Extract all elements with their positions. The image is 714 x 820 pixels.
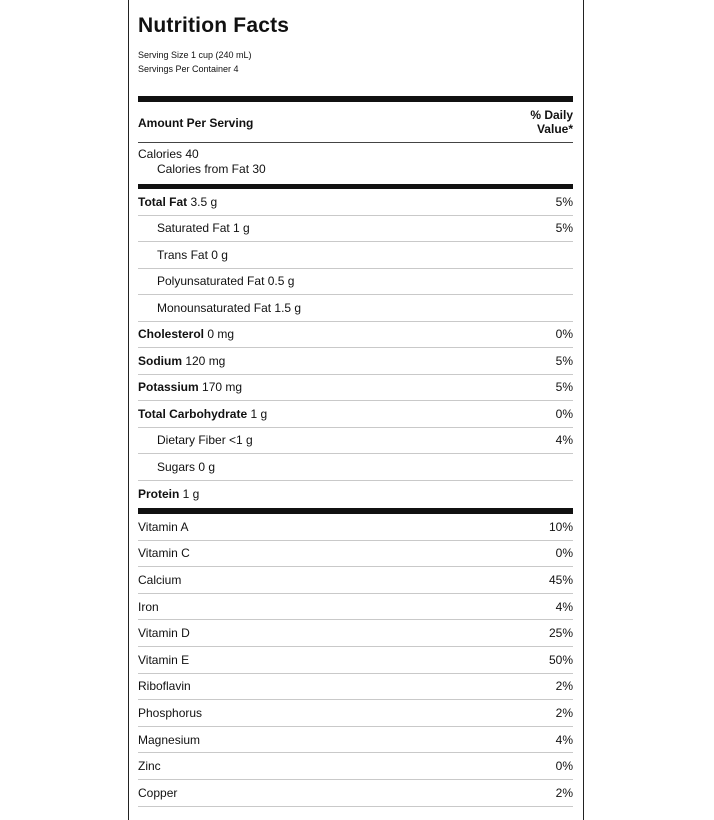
nutrient-percent: 4% [555,433,573,448]
vitamin-name: Phosphorus [138,705,203,720]
daily-value-header [530,108,573,136]
nutrient-amount: 170 mg [198,380,243,395]
vitamin-row [138,753,573,780]
nutrient-name: Trans Fat 0 g [157,247,228,262]
vitamin-percent: 4% [555,599,573,614]
nutrient-percent: 0% [555,327,573,342]
nutrient-name: Saturated Fat 1 g [157,221,250,236]
nutrient-row [138,454,573,481]
nutrient-percent: 0% [555,406,573,421]
nutrient-percent: 5% [555,194,573,209]
nutrient-name: Sugars 0 g [157,459,216,474]
nutrient-row [138,322,573,349]
nutrient-row [138,481,573,508]
nutrient-row [138,189,573,216]
vitamin-name: Zinc [138,759,161,774]
nutrient-amount: 3.5 g [187,194,218,209]
nutrient-percent: 5% [555,353,573,368]
nutrient-row [138,428,573,455]
vitamin-percent: 0% [555,546,573,561]
vitamin-name: Vitamin C [138,546,190,561]
calories: Calories 40 [138,147,199,161]
vitamin-name: Copper [138,785,178,800]
vitamin-row [138,674,573,701]
nutrient-name: Monounsaturated Fat 1.5 g [157,300,302,315]
vitamin-row [138,514,573,541]
nutrient-row [138,401,573,428]
label-title: Nutrition Facts [138,14,290,37]
vitamin-row [138,541,573,568]
vitamin-row [138,700,573,727]
vitamin-row [138,647,573,674]
nutrient-row [138,216,573,243]
vitamin-percent: 4% [555,732,573,747]
vitamin-percent: 10% [548,519,573,534]
vitamin-percent: 45% [548,572,573,587]
nutrient-percent: 5% [555,380,573,395]
nutrient-percent: 5% [555,221,573,236]
vitamin-row [138,727,573,754]
vitamin-row [138,620,573,647]
nutrient-name: Protein [138,486,180,501]
nutrient-amount: 1 g [247,406,268,421]
nutrient-row [138,269,573,296]
nutrient-row [138,295,573,322]
amount-per-serving: Amount Per Serving [138,116,254,130]
calories-from-fat: Calories from Fat 30 [157,162,266,176]
nutrient-amount: 0 mg [204,327,235,342]
daily-value-header-line1: % Daily [530,108,573,122]
serving-size: Serving Size 1 cup (240 mL) [138,50,252,60]
vitamin-percent: 2% [555,679,573,694]
vitamin-name: Riboflavin [138,679,191,694]
vitamin-percent: 0% [555,759,573,774]
vitamin-row [138,567,573,594]
nutrient-name: Cholesterol [138,327,205,342]
servings-per-container: Servings Per Container 4 [138,64,239,74]
nutrient-row [138,375,573,402]
vitamin-name: Vitamin D [138,626,190,641]
nutrient-name: Dietary Fiber <1 g [157,433,253,448]
vitamin-name: Magnesium [138,732,201,747]
nutrient-row [138,242,573,269]
amount-header [138,102,573,143]
nutrition-label [128,0,584,820]
calories-block [138,143,573,184]
nutrient-row [138,348,573,375]
vitamin-row [138,594,573,621]
nutrient-name: Sodium [138,353,182,368]
vitamin-percent: 2% [555,705,573,720]
vitamin-percent: 50% [548,652,573,667]
vitamin-percent: 2% [555,785,573,800]
vitamin-row [138,780,573,807]
nutrient-amount: 1 g [179,486,200,501]
nutrient-name: Total Fat [138,194,188,209]
nutrient-name: Potassium [138,380,199,395]
vitamin-percent: 25% [548,626,573,641]
vitamin-name: Iron [138,599,159,614]
vitamin-name: Vitamin A [138,519,189,534]
nutrient-name: Total Carbohydrate [138,406,248,421]
vitamin-name: Vitamin E [138,652,190,667]
vitamin-name: Calcium [138,572,182,587]
daily-value-header-line2: Value* [536,122,573,136]
nutrient-name: Polyunsaturated Fat 0.5 g [157,274,295,289]
nutrient-amount: 120 mg [182,353,226,368]
